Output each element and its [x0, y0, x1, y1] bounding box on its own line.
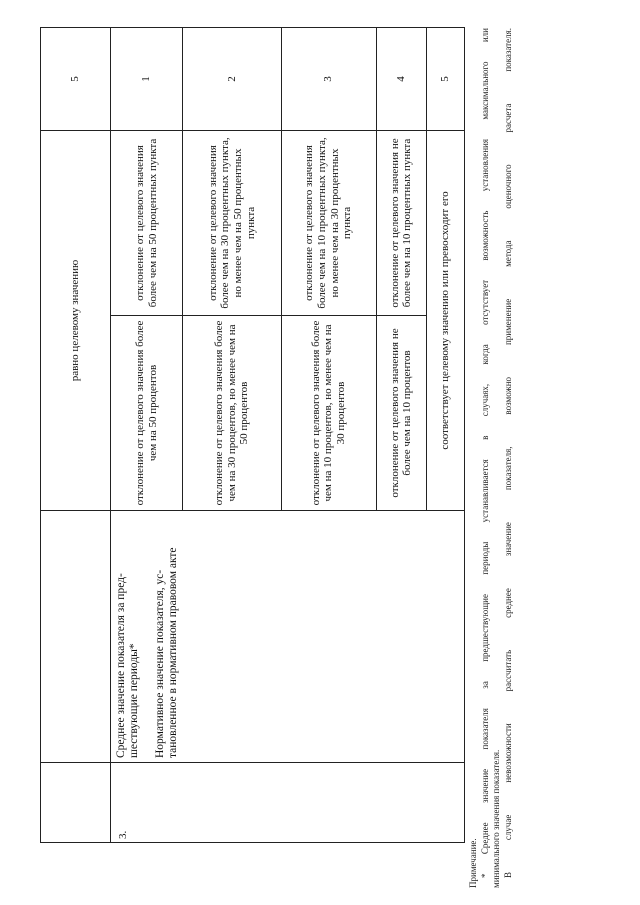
deviation-percent-cell: отклонение от целевого значения более чем на 30 процентов, но менее чем на 50 процентов	[183, 316, 281, 511]
empty-cell	[41, 511, 111, 763]
score-cell: 5	[41, 28, 111, 131]
deviation-points-cell: отклонение от целевого значения не более чем на 10 процентных пункта	[376, 131, 426, 316]
empty-cell	[41, 763, 111, 843]
score-cell: 4	[376, 28, 426, 131]
equal-target-cell: равно целевому значению	[41, 131, 111, 511]
indicator-name-cell	[111, 511, 465, 763]
deviation-points-cell: отклонение от целевого значения более чем на 10 процентных пункта, но менее чем на 30 процентных пункта	[281, 131, 376, 316]
notes-heading: Примечание.	[468, 838, 478, 888]
evaluation-table	[40, 27, 465, 843]
score-cell: 2	[183, 28, 281, 131]
score-cell: 3	[281, 28, 376, 131]
footnote-line: * Среднее значение показателя за предшествующие периоды устанавливается в случаях, когда отсутствует возможность установления максимального или	[479, 28, 490, 878]
footnote-line: В случае невозможности рассчитать среднее значение показателя, возможно применение метода оценочного расчета показателя.	[503, 28, 514, 878]
meets-target-cell: соответствует целевому значению или превосходит его	[426, 131, 464, 511]
table-row-top	[41, 28, 111, 843]
row-number: 3.	[111, 763, 465, 843]
deviation-percent-cell: отклонение от целевого значения более чем на 10 процентов, но менее чем на 30 процентов	[281, 316, 376, 511]
deviation-percent-cell: отклонение от целевого значения более чем на 50 процентов	[111, 316, 183, 511]
deviation-percent-cell: отклонение от целевого значения не более чем на 10 процентов	[376, 316, 426, 511]
deviation-points-cell: отклонение от целевого значения более чем на 30 процентных пункта, но менее чем на 50 процентных пункта	[183, 131, 281, 316]
score-cell: 5	[426, 28, 464, 131]
rotated-page	[40, 28, 620, 888]
footnotes	[468, 28, 515, 888]
deviation-points-cell: отклонение от целевого значения более чем на 50 процентных пункта	[111, 131, 183, 316]
score-cell: 1	[111, 28, 183, 131]
indicator-name-line: Нормативное значение показателя, ус-тановленное в нормативном правовом акте	[153, 547, 179, 758]
indicator-name-line: Среднее значение показателя за пред-шествующие периоды*	[115, 573, 141, 758]
table-row	[111, 28, 183, 843]
footnote-line: минимального значения показателя.	[491, 749, 502, 888]
